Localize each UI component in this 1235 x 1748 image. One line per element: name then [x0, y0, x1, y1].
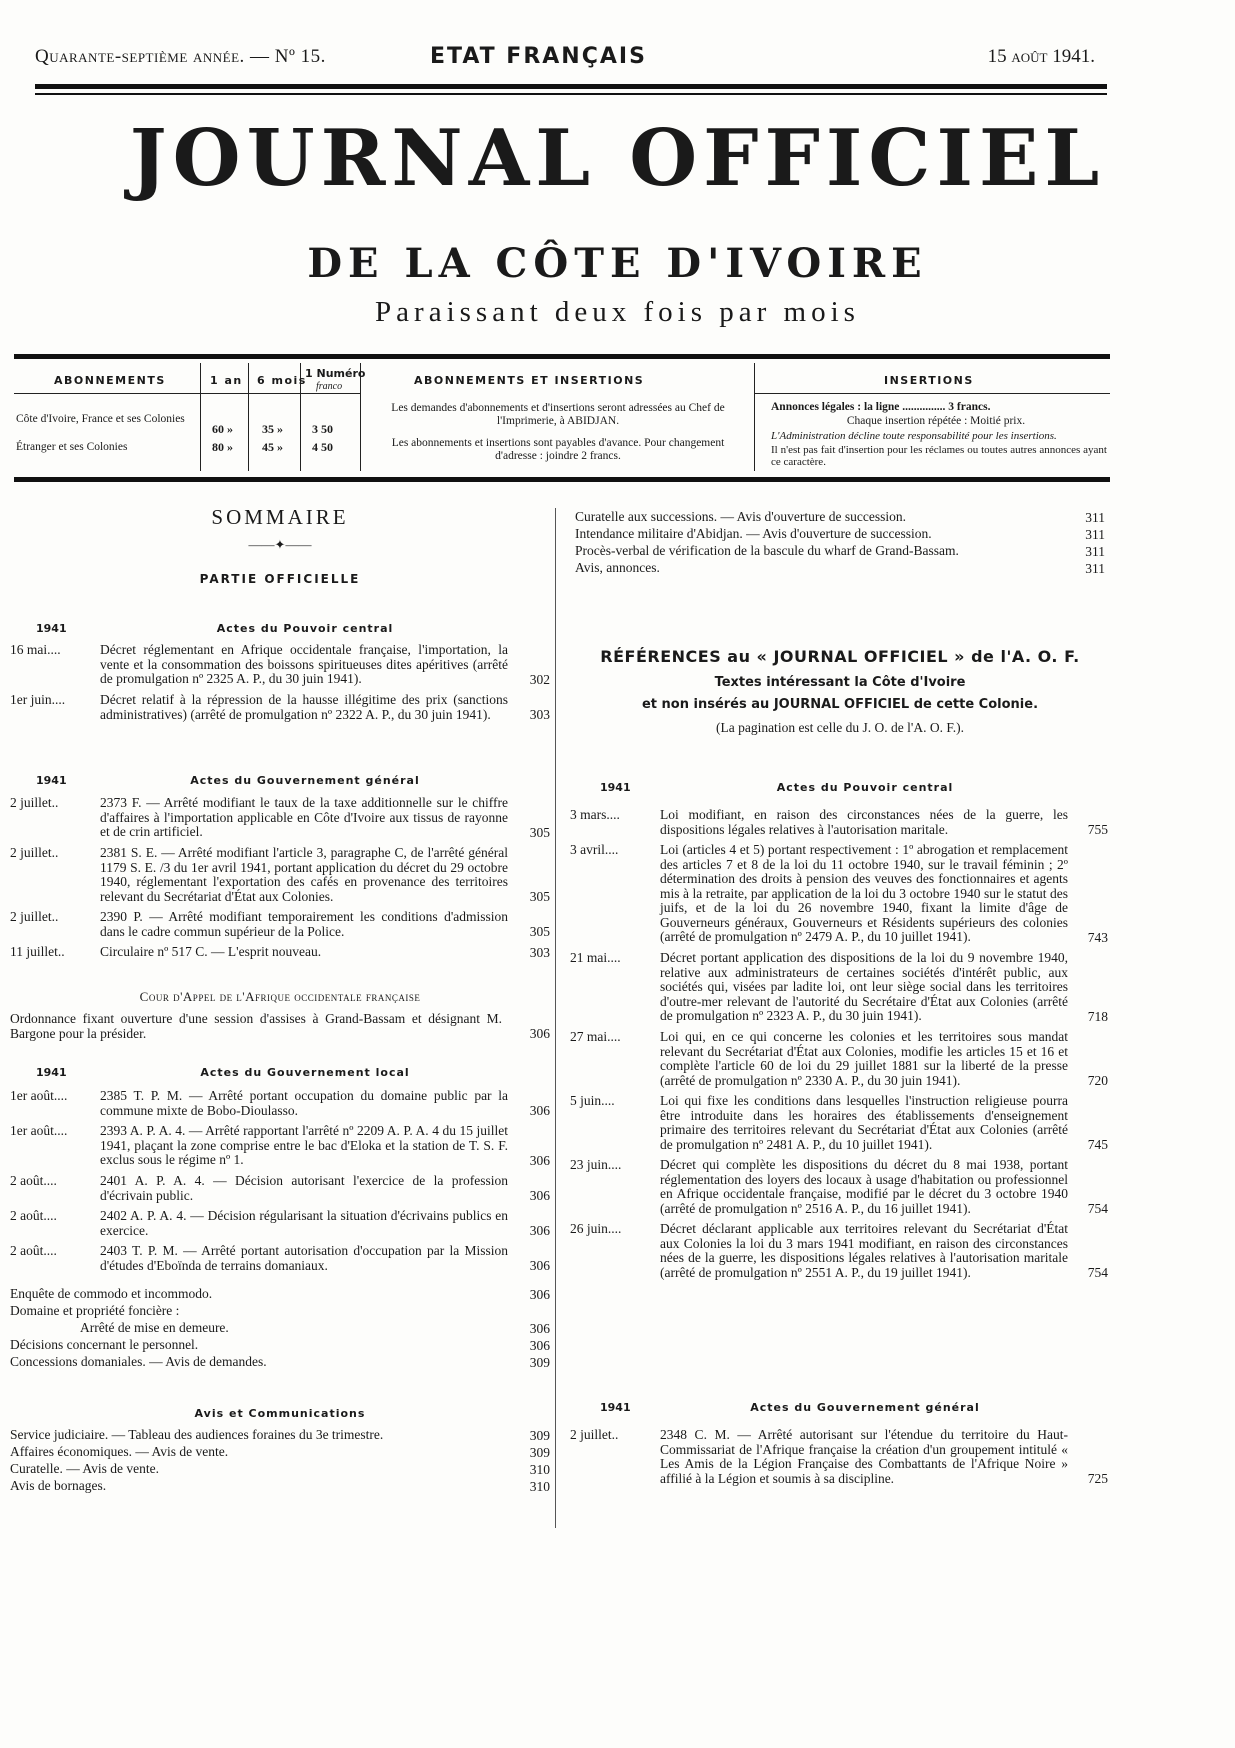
page-number: 309 [529, 1428, 550, 1443]
masthead-line [35, 44, 1095, 69]
section-year: 1941 [36, 774, 67, 787]
col-1an: 1 an [210, 374, 243, 387]
insertions-line-3: L'Administration décline toute responsabilité pour les insertions. [771, 430, 1057, 442]
entry-text: Procès-verbal de vérification de la bascule du wharf de Grand-Bassam. [575, 543, 959, 558]
page-number: 303 [529, 945, 550, 960]
journal-subtitle: DE LA CÔTE D'IVOIRE [307, 240, 928, 287]
col-numero: 1 Numéro [305, 367, 366, 380]
entry-date: 27 mai.... [570, 1029, 621, 1044]
column-divider [555, 508, 556, 1528]
entry-text: Curatelle aux successions. — Avis d'ouverture de succession. [575, 509, 906, 524]
page-number: 306 [529, 1188, 550, 1203]
ordonnance-text: Ordonnance fixant ouverture d'une session d'assises à Grand-Bassam et désignant M. Bargone pour la présider. [10, 1011, 502, 1041]
section-year: 1941 [600, 781, 631, 794]
references-title: RÉFÉRENCES au « JOURNAL OFFICIEL » de l'A. O. F. [600, 647, 1080, 666]
entry-text: Enquête de commodo et incommodo. [10, 1286, 213, 1301]
page-number: 311 [1085, 510, 1105, 525]
entry-text: Loi (articles 4 et 5) portant respectivement : 1º abrogation et remplacement des articles 7 et 8 de la loi du 11 octobre 1940, sur le travail féminin ; 2º détermination des droits à pension des veuves des fonctionnaires et agents mis à la retraite, par application de la loi du 3 octobre 1940 sur le statut des juifs, et de la loi du 26 novembre 1940, fixant la limite d'âge de Gouverneurs généraux, Gouverneurs et Résidents supérieurs des colonies (arrêté de promulgation nº 2479 A. P., du 10 juillet 1941). [660, 842, 1068, 944]
page-number: 309 [529, 1355, 550, 1370]
partie-officielle: PARTIE OFFICIELLE [199, 572, 361, 586]
row-price-numero: 4 50 [312, 440, 333, 454]
entry-text: Décret qui complète les dispositions du décret du 8 mai 1938, portant réglementation des loyers des locaux à usage d'habitation ou professionnel en Afrique occidentale française, modifié par le décret du 3 octobre 1940 (arrêté de promulgation nº 2516 A. P., du 16 juillet 1941). [660, 1157, 1068, 1216]
entry-date: 26 juin.... [570, 1221, 622, 1236]
box-divider [248, 363, 249, 471]
entry-date: 11 juillet.. [10, 944, 65, 959]
page-number: 311 [1085, 544, 1105, 559]
entry-text: 2402 A. P. A. 4. — Décision régularisant la situation d'écrivains publics en exercice. [100, 1208, 508, 1238]
entry-text: Loi qui fixe les conditions dans lesquelles l'instruction religieuse pourra être introduite dans les horaires des établissements d'enseignement primaire des territoires relevant du Secrétariat d'État aux Colonies (arrêté de promulgation nº 2481 A. P., du 10 juillet 1941). [660, 1093, 1068, 1152]
insertions-heading: INSERTIONS [884, 374, 974, 387]
entry-text: 2385 T. P. M. — Arrêté portant occupation du domaine public par la commune mixte de Bobo-Dioulasso. [100, 1088, 508, 1118]
entry-text: Avis de bornages. [10, 1478, 107, 1493]
page-number: 302 [529, 672, 550, 687]
entry-date: 5 juin.... [570, 1093, 615, 1108]
page-number: 754 [1087, 1201, 1108, 1216]
entry-date: 2 août.... [10, 1243, 57, 1258]
page-number: 306 [529, 1153, 550, 1168]
mid-text-1: Les demandes d'abonnements et d'insertions seront adressées au Chef de l'Imprimerie, à ABIDJAN. [391, 402, 725, 427]
journal-title: JOURNAL OFFICIEL [129, 113, 1106, 204]
page-number: 306 [529, 1223, 550, 1238]
page-number: 306 [529, 1026, 550, 1041]
section-title: Avis et Communications [194, 1407, 366, 1420]
entry-text: 2373 F. — Arrêté modifiant le taux de la taxe additionnelle sur le chiffre d'affaires à l'importation applicable en Côte d'Ivoire aux tissus de rayonne et de crin artificiel. [100, 795, 508, 839]
entry-text: Loi qui, en ce qui concerne les colonies et les territoires sous mandat relevant du Secrétariat d'État aux Colonies, modifie les articles 15 et 16 et complète l'article 60 de loi du 29 juillet 1881 sur la liberté de la presse (arrêté de promulgation nº 2330 A. P., du 30 juin 1941). [660, 1029, 1068, 1088]
entry-text: Concessions domaniales. — Avis de demandes. [10, 1354, 267, 1369]
page-number: 720 [1087, 1073, 1108, 1088]
entry-text: Avis, annonces. [575, 560, 660, 575]
insertions-line-2: Chaque insertion répétée : Moitié prix. [846, 415, 1026, 427]
section-title: Actes du Gouvernement général [750, 1401, 980, 1414]
entry-text: Décret relatif à la répression de la hausse illégitime des prix (sanctions administratives) (arrêté de promulgation nº 2322 A. P., du 30 juin 1941). [100, 692, 508, 722]
page-number: 718 [1087, 1009, 1108, 1024]
page-number: 306 [529, 1287, 550, 1302]
entry-date: 16 mai.... [10, 642, 61, 657]
page-number: 754 [1087, 1265, 1108, 1280]
box-divider [754, 363, 755, 471]
insertions-line-4: Il n'est pas fait d'insertion pour les réclames ou toutes autres annonces ayant ce caractère. [771, 444, 1107, 468]
page-number: 303 [529, 707, 550, 722]
sommaire-title: SOMMAIRE [211, 505, 349, 529]
section-year: 1941 [36, 1066, 67, 1079]
entry-text: Affaires économiques. — Avis de vente. [10, 1444, 229, 1459]
entry-text: Circulaire nº 517 C. — L'esprit nouveau. [100, 944, 322, 959]
page-number: 306 [529, 1321, 550, 1336]
entry-text: Loi modifiant, en raison des circonstances nées de la guerre, les dispositions légales relatives à l'autorisation maritale. [660, 807, 1068, 837]
subscriptions-heading: ABONNEMENTS [54, 374, 166, 387]
entry-text: 2381 S. E. — Arrêté modifiant l'article 3, paragraphe C, de l'arrêté général 1179 S. E. /3 du 1er avril 1941, portant application du décret du 29 octobre 1940, réglementant l'exportation des cafés en provenance des territoires relevant du Secrétariat d'État aux Colonies. [100, 845, 508, 904]
entry-text: Curatelle. — Avis de vente. [10, 1461, 159, 1476]
entry-date: 3 mars.... [570, 807, 620, 822]
entry-text: Domaine et propriété foncière : [10, 1303, 180, 1318]
publication-frequency: Paraissant deux fois par mois [375, 296, 860, 328]
section-year: 1941 [36, 622, 67, 635]
box-row-rule [14, 393, 360, 394]
entry-date: 3 avril.... [570, 842, 619, 857]
issue-date: 15 août 1941. [987, 46, 1095, 67]
mid-text-2: Les abonnements et insertions sont payables d'avance. Pour changement d'adresse : joindre 2 francs. [391, 437, 725, 462]
row-label: Côte d'Ivoire, France et ses Colonies [16, 413, 185, 425]
page-number: 311 [1085, 527, 1105, 542]
references-subtitle-2: et non insérés au JOURNAL OFFICIEL de cette Colonie. [641, 697, 1039, 712]
entry-date: 2 août.... [10, 1208, 57, 1223]
entry-text: Intendance militaire d'Abidjan. — Avis d'ouverture de succession. [575, 526, 932, 541]
page-number: 310 [529, 1462, 550, 1477]
entry-date: 2 juillet.. [570, 1427, 619, 1442]
page-number: 725 [1087, 1471, 1108, 1486]
entry-date: 2 juillet.. [10, 795, 59, 810]
row-price-6mois: 45 » [262, 440, 283, 454]
section-title: Cour d'Appel de l'Afrique occidentale française [139, 989, 421, 1004]
entry-text: 2403 T. P. M. — Arrêté portant autorisation d'occupation par la Mission d'études d'Eboïnda de terrains domaniaux. [100, 1243, 508, 1273]
entry-text: Décret portant application des dispositions de la loi du 9 novembre 1940, relative aux administrateurs de certaines sociétés d'intérêt public, aux sociétés qui, visées par ladite loi, ont leur siège social dans les territoires d'outre-mer relevant de l'autorité du Secrétaire d'État aux Colonies (arrêté de promulgation nº 2323 A. P., du 30 juin 1941). [660, 950, 1068, 1023]
entry-date: 1er août.... [10, 1088, 68, 1103]
row-price-1an: 80 » [212, 440, 233, 454]
entry-text: 2401 A. P. A. 4. — Décision autorisant l'exercice de la profession d'écrivain public. [100, 1173, 508, 1203]
box-row-rule [754, 393, 1110, 394]
page-number: 305 [529, 825, 550, 840]
references-subtitle-1: Textes intéressant la Côte d'Ivoire [714, 675, 966, 690]
entry-text: 2348 C. M. — Arrêté autorisant sur l'étendue du territoire du Haut-Commissariat de l'Afrique française la création d'un groupement intitulé « Les Amis de la Légion Française des Combattants de l'Afrique Noire » affilié à la Légion et soumis à sa discipline. [660, 1427, 1068, 1486]
page-number: 745 [1087, 1137, 1108, 1152]
entry-text: Décisions concernant le personnel. [10, 1337, 199, 1352]
header-rule-thick [35, 84, 1107, 89]
entry-text: 2390 P. — Arrêté modifiant temporairement les conditions d'admission dans le cadre commun supérieur de la Police. [100, 909, 508, 939]
col-franco: franco [316, 381, 343, 392]
references-note: (La pagination est celle du J. O. de l'A. O. F.). [715, 720, 965, 735]
page-number: 755 [1087, 822, 1108, 837]
entry-date: 1er juin.... [10, 692, 66, 707]
row-price-1an: 60 » [212, 422, 233, 436]
section-title: Actes du Pouvoir central [776, 781, 954, 794]
entry-text: Décret déclarant applicable aux territoires relevant du Secrétariat d'État aux Colonies la loi du 3 mars 1941 modifiant, en raison des circonstances nées de la guerre, les dispositions légales relatives à l'autorisation maritale (arrêté de promulgation nº 2551 A. P., du 19 juillet 1941). [660, 1221, 1068, 1280]
issue-number: Quarante-septième année. — Nº 15. [35, 46, 326, 67]
state-name: ETAT FRANÇAIS [430, 44, 647, 69]
page-number: 310 [529, 1479, 550, 1494]
row-price-numero: 3 50 [312, 422, 333, 436]
page-number: 743 [1087, 930, 1108, 945]
row-label: Étranger et ses Colonies [16, 441, 128, 453]
page-number: 306 [529, 1103, 550, 1118]
page-number: 306 [529, 1258, 550, 1273]
col-6mois: 6 mois [257, 374, 307, 387]
section-title: Actes du Gouvernement général [190, 774, 420, 787]
section-title: Actes du Pouvoir central [216, 622, 394, 635]
section-year: 1941 [600, 1401, 631, 1414]
entry-text: Décret réglementant en Afrique occidentale française, l'importation, la vente et la consommation des boissons spiritueuses dites apéritives (arrêté de promulgation nº 2325 A. P., du 30 juin 1941). [100, 642, 508, 686]
entry-date: 2 août.... [10, 1173, 57, 1188]
row-price-6mois: 35 » [262, 422, 283, 436]
mid-heading: ABONNEMENTS ET INSERTIONS [414, 374, 645, 387]
page-number: 305 [529, 924, 550, 939]
entry-text: Service judiciaire. — Tableau des audiences foraines du 3e trimestre. [10, 1427, 384, 1442]
ornament: ——✦—— [248, 537, 312, 552]
header-rule-thin [35, 93, 1107, 95]
section-title: Actes du Gouvernement local [200, 1066, 410, 1079]
page-number: 305 [529, 889, 550, 904]
insertions-line-1: Annonces légales : la ligne ............... 3 francs. [771, 401, 991, 413]
entry-date: 23 juin.... [570, 1157, 622, 1172]
box-bottom-rule [14, 477, 1110, 482]
subscription-box [14, 355, 1110, 475]
page-number: 306 [529, 1338, 550, 1353]
entry-text: Arrêté de mise en demeure. [80, 1320, 229, 1335]
page-number: 311 [1085, 561, 1105, 576]
box-divider [200, 363, 201, 471]
entry-date: 2 juillet.. [10, 909, 59, 924]
entry-text: 2393 A. P. A. 4. — Arrêté rapportant l'arrêté nº 2209 A. P. A. 4 du 15 juillet 1941, plaçant la zone comprise entre le bac d'Eloka et la station de T. S. F. exclus sous le régime nº 1. [100, 1123, 508, 1167]
entry-date: 1er août.... [10, 1123, 68, 1138]
page-number: 309 [529, 1445, 550, 1460]
entry-date: 2 juillet.. [10, 845, 59, 860]
entry-date: 21 mai.... [570, 950, 621, 965]
